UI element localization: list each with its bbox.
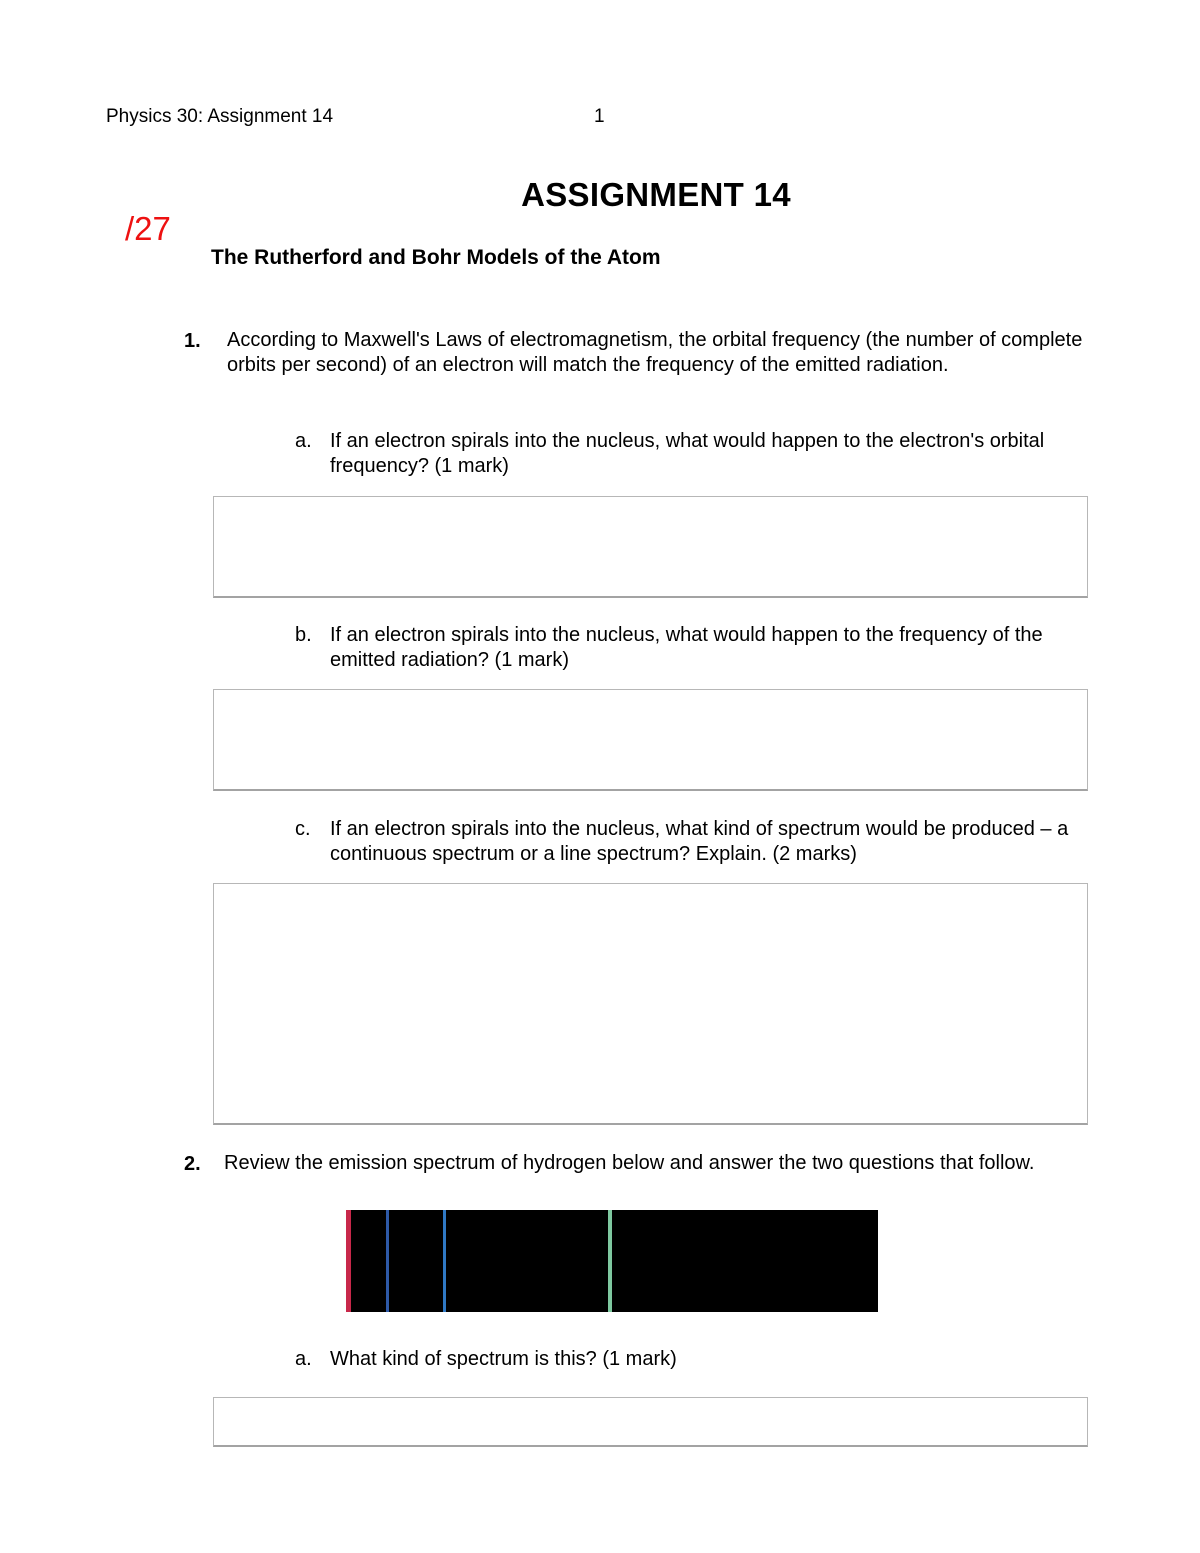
- assignment-subtitle: The Rutherford and Bohr Models of the Atom: [211, 246, 661, 269]
- total-score: /27: [125, 210, 171, 247]
- question-1b-letter: b.: [295, 624, 312, 646]
- spectrum-line-red: [346, 1210, 351, 1312]
- spectrum-line-blue-violet: [386, 1210, 389, 1312]
- answer-box-2a[interactable]: [213, 1397, 1088, 1447]
- answer-box-1b[interactable]: [213, 689, 1088, 791]
- question-1c-letter: c.: [295, 818, 311, 840]
- answer-box-1c[interactable]: [213, 883, 1088, 1125]
- hydrogen-emission-spectrum: [346, 1210, 878, 1312]
- question-1a-letter: a.: [295, 430, 312, 452]
- question-1a-text: If an electron spirals into the nucleus, what would happen to the electron's orbital frequency? (1 mark): [330, 430, 1045, 477]
- question-1-text: According to Maxwell's Laws of electromagnetism, the orbital frequency (the number of complete orbits per second) of an electron will match the frequency of the emitted radiation.: [227, 329, 1083, 376]
- question-1b-text: If an electron spirals into the nucleus, what would happen to the frequency of the emitted radiation? (1 mark): [330, 624, 1043, 671]
- page-header-title: Physics 30: Assignment 14: [106, 106, 334, 127]
- assignment-title: ASSIGNMENT 14: [521, 176, 791, 213]
- question-2a-text: What kind of spectrum is this? (1 mark): [330, 1348, 677, 1370]
- spectrum-line-blue: [443, 1210, 446, 1312]
- question-2-text: Review the emission spectrum of hydrogen below and answer the two questions that follow.: [224, 1152, 1035, 1174]
- question-2-number: 2.: [184, 1153, 201, 1175]
- question-1-number: 1.: [184, 330, 201, 352]
- page-number: 1: [594, 106, 605, 127]
- question-2a-letter: a.: [295, 1348, 312, 1370]
- spectrum-line-cyan-green: [608, 1210, 612, 1312]
- answer-box-1a[interactable]: [213, 496, 1088, 598]
- question-1c-text: If an electron spirals into the nucleus, what kind of spectrum would be produced – a continuous spectrum or a line spectrum? Explain. (2 marks): [330, 818, 1069, 865]
